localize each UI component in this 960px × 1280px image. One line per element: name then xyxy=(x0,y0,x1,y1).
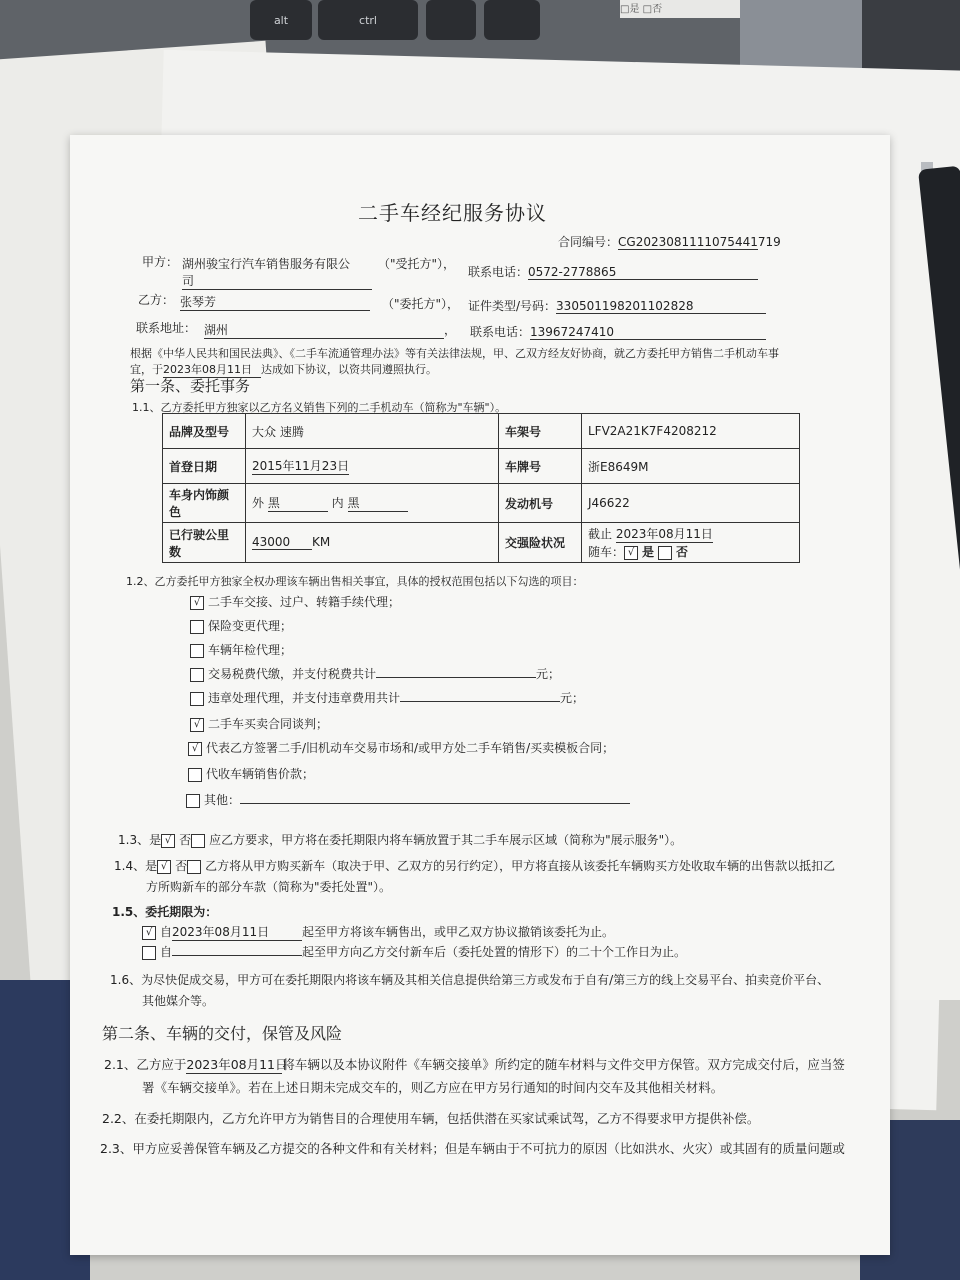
option-checkbox[interactable] xyxy=(190,668,204,682)
option-checkbox[interactable] xyxy=(190,692,204,706)
color-value: 外 黑 内 黑 xyxy=(246,484,499,523)
party-b-role: （"委托方"）， xyxy=(382,297,460,311)
keyboard-key xyxy=(484,0,540,40)
brand-value: 大众 速腾 xyxy=(246,414,499,449)
table-row xyxy=(163,449,800,484)
party-b-phone: 联系电话：13967247410 xyxy=(470,323,766,340)
keyboard-key xyxy=(426,0,476,40)
c14-yes-checkbox[interactable]: √ xyxy=(157,860,171,874)
clause-2-3: 2.3、甲方应妥善保管车辆及乙方提交的各种文件和有关材料；但是车辆由于不可抗力的原因（比如洪水、火灾）或其固有的质量问题或 xyxy=(100,1141,845,1156)
reg-date-label: 首登日期 xyxy=(163,449,246,484)
keyboard-key-ctrl: ctrl xyxy=(318,0,418,40)
option-checkbox[interactable] xyxy=(186,794,200,808)
preamble: 根据《中华人民共和国民法典》、《二手车流通管理办法》等有关法律法规，甲、乙双方经友好协商，就乙方委托甲方销售二手机动车事 宜，于2023年08月11日 达成如下协议，以资共同遵照执行。 xyxy=(130,347,779,376)
insurance-value: 截止 2023年08月11日 随车： √ 是 否 xyxy=(582,523,800,563)
address-label: 联系地址： xyxy=(136,321,197,335)
option-checkbox[interactable]: √ xyxy=(190,718,204,732)
option-item: √ 代表乙方签署二手/旧机动车交易市场和/或甲方处二手车销售/买卖模板合同； xyxy=(188,739,614,756)
insurance-label: 交强险状况 xyxy=(499,523,582,563)
term-a-checkbox[interactable]: √ xyxy=(142,926,156,940)
clause-1-5-a: √ 自2023年08月11日 起至甲方将该车辆售出，或甲乙双方协议撤销该委托为止。 xyxy=(142,923,614,941)
option-checkbox[interactable] xyxy=(188,768,202,782)
clause-1-1: 1.1、乙方委托甲方独家以乙方名义销售下列的二手机动车（简称为"车辆"）。 xyxy=(132,401,507,414)
c13-yes-checkbox[interactable]: √ xyxy=(161,834,175,848)
option-item: 代收车辆销售价款； xyxy=(188,765,314,782)
clause-1-6: 1.6、为尽快促成交易，甲方可在委托期限内将该车辆及其相关信息提供给第三方或发布于自有/第三方的线上交易平台、拍卖竞价平台、 其他媒介等。 xyxy=(110,973,830,1008)
party-a-name: 湖州骏宝行汽车销售服务有限公 司 xyxy=(182,255,372,290)
party-a-phone: 联系电话：0572-2778865 xyxy=(468,263,758,280)
contract-document xyxy=(70,135,890,1255)
option-item: 其他： xyxy=(186,791,630,808)
option-item: 保险变更代理； xyxy=(190,617,292,634)
option-item: √ 二手车买卖合同谈判； xyxy=(190,715,328,732)
document-title: 二手车经纪服务协议 xyxy=(358,201,547,225)
clause-2-2: 2.2、在委托期限内，乙方允许甲方为销售目的合理使用车辆，包括供潜在买家试乘试驾，乙方不得要求甲方提供补偿。 xyxy=(102,1111,760,1126)
clause-1-5-b: 自 起至甲方向乙方交付新车后（委托处置的情形下）的二十个工作日为止。 xyxy=(142,943,686,960)
table-row xyxy=(163,484,800,523)
keyboard-key-alt: alt xyxy=(250,0,312,40)
contract-number: 合同编号：CG2023081111075441719 xyxy=(558,235,781,249)
option-item: √ 二手车交接、过户、转籍手续代理； xyxy=(190,593,400,610)
option-item: 交易税费代缴，并支付税费共计 元； xyxy=(190,665,560,682)
option-checkbox[interactable]: √ xyxy=(190,596,204,610)
term-b-checkbox[interactable] xyxy=(142,946,156,960)
mileage-value: 43000 KM xyxy=(246,523,499,563)
insurance-yes-checkbox[interactable]: √ xyxy=(624,546,638,560)
option-checkbox[interactable] xyxy=(190,644,204,658)
engine-value: J46622 xyxy=(582,484,800,523)
article-2-title: 第二条、车辆的交付，保管及风险 xyxy=(102,1024,343,1043)
plate-value: 浙E8649M xyxy=(582,449,800,484)
reg-date-value: 2015年11月23日 xyxy=(246,449,499,484)
table-row xyxy=(163,523,800,563)
option-checkbox[interactable]: √ xyxy=(188,742,202,756)
address: 湖州 ， xyxy=(204,323,457,337)
clause-2-1: 2.1、乙方应于2023年08月11日将车辆以及本协议附件《车辆交接单》所约定的随车材料与文件交甲方保管。双方完成交付后，应当签 署《车辆交接单》。若在上述日期未完成交车的，则乙方应在甲方另行通知的时间内交车及其他相关材料。 xyxy=(104,1057,845,1095)
option-item: 车辆年检代理； xyxy=(190,641,292,658)
vin-value: LFV2A21K7F4208212 xyxy=(582,414,800,449)
party-b-name: 张琴芳 xyxy=(180,293,370,311)
table-row xyxy=(163,414,800,449)
vehicle-table xyxy=(162,413,800,563)
party-b-id: 证件类型/号码：330501198201102828 xyxy=(468,297,766,314)
color-label: 车身内饰颜色 xyxy=(163,484,246,523)
vin-label: 车架号 xyxy=(499,414,582,449)
party-b-label: 乙方： xyxy=(138,293,175,307)
party-a-role: （"受托方"）， xyxy=(378,257,456,271)
c14-no-checkbox[interactable] xyxy=(187,860,201,874)
article-1-title: 第一条、委托事务 xyxy=(130,377,251,395)
clause-1-5-label: 1.5、委托期限为： xyxy=(112,905,218,919)
party-a-label: 甲方： xyxy=(142,255,179,269)
corner-note: □是 □否 xyxy=(620,0,740,18)
plate-label: 车牌号 xyxy=(499,449,582,484)
engine-label: 发动机号 xyxy=(499,484,582,523)
option-checkbox[interactable] xyxy=(190,620,204,634)
clause-1-2: 1.2、乙方委托甲方独家全权办理该车辆出售相关事宜，具体的授权范围包括以下勾选的项目： xyxy=(126,575,584,588)
brand-label: 品牌及型号 xyxy=(163,414,246,449)
insurance-no-checkbox[interactable] xyxy=(658,546,672,560)
clause-1-4: 1.4、是 √ 否 乙方将从甲方购买新车（取决于甲、乙双方的另行约定），甲方将直接从该委托车辆购买方处收取车辆的出售款以抵扣乙 方所购新车的部分车款（简称为"委托处置"）。 xyxy=(114,859,836,894)
mileage-label: 已行驶公里数 xyxy=(163,523,246,563)
clause-1-3: 1.3、是 √ 否 应乙方要求，甲方将在委托期限内将车辆放置于其二手车展示区域（简称为"展示服务"）。 xyxy=(118,833,683,847)
c13-no-checkbox[interactable] xyxy=(191,834,205,848)
option-item: 违章处理代理，并支付违章费用共计 元； xyxy=(190,689,584,706)
